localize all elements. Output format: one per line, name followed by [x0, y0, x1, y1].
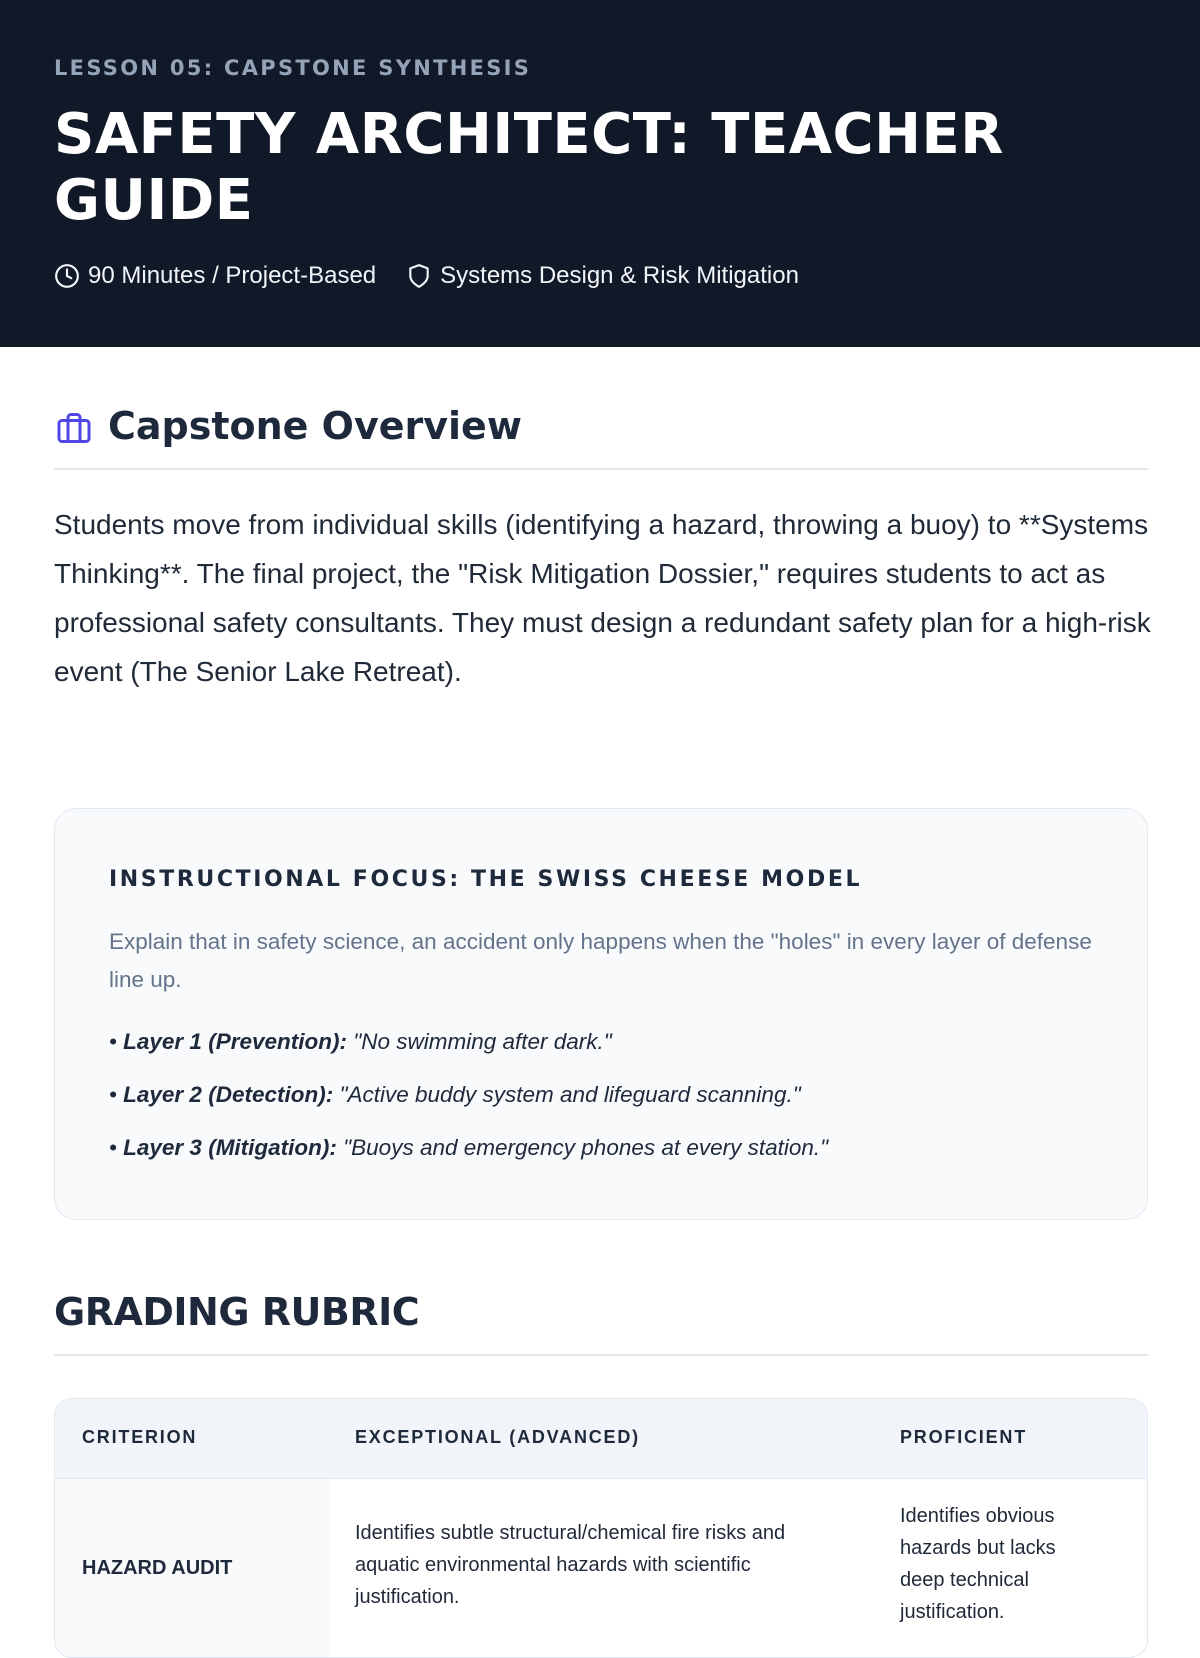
layer-quote: "No swimming after dark."	[353, 1029, 612, 1054]
rubric-heading: GRADING RUBRIC	[54, 1290, 420, 1334]
page-title: SAFETY ARCHITECT: TEACHER GUIDE	[54, 102, 1004, 233]
layer-item: • Layer 3 (Mitigation): "Buoys and emergency phones at every station."	[109, 1135, 829, 1160]
meta-topic-label: Systems Design & Risk Mitigation	[440, 262, 799, 289]
lesson-kicker: LESSON 05: CAPSTONE SYNTHESIS	[54, 56, 532, 80]
briefcase-icon	[54, 410, 94, 446]
clock-icon	[54, 263, 80, 289]
rubric-table	[54, 1398, 1148, 1658]
meta-duration	[54, 262, 376, 290]
meta-row	[54, 262, 829, 290]
overview-text: Students move from individual skills (identifying a hazard, throwing a buoy) to **Systems Thinking**. The final project, the "Risk Mitigation Dossier," requires students to act as professional safety consultants. They must design a redundant safety plan for a high-risk event (The Senior Lake Retreat).	[54, 509, 1151, 687]
layer-item: • Layer 1 (Prevention): "No swimming after dark."	[109, 1029, 612, 1054]
layer-label: Layer 3 (Mitigation):	[123, 1135, 337, 1160]
layer-quote: "Active buddy system and lifeguard scanning."	[339, 1082, 801, 1107]
focus-text: Explain that in safety science, an accident only happens when the "holes" in every layer of defense line up.	[109, 929, 1092, 992]
layer-label: Layer 2 (Detection):	[123, 1082, 334, 1107]
shield-icon	[406, 263, 432, 289]
proficient-cell: Identifies obvious hazards but lacks deep technical justification.	[900, 1505, 1056, 1623]
column-header: CRITERION	[82, 1427, 198, 1447]
meta-duration-label: 90 Minutes / Project-Based	[88, 262, 377, 289]
page-header	[0, 0, 1200, 347]
meta-topic	[406, 262, 799, 290]
criterion-label: HAZARD AUDIT	[82, 1557, 233, 1579]
column-header: PROFICIENT	[900, 1427, 1028, 1447]
overview-heading: Capstone Overview	[108, 404, 522, 448]
column-header: EXCEPTIONAL (ADVANCED)	[355, 1427, 640, 1447]
layer-item: • Layer 2 (Detection): "Active buddy system and lifeguard scanning."	[109, 1082, 801, 1107]
rubric-heading-row	[54, 1286, 1148, 1356]
instructional-focus-box	[54, 808, 1148, 1220]
exceptional-cell: Identifies subtle structural/chemical fire risks and aquatic environmental hazards with scientific justification.	[355, 1522, 786, 1608]
focus-title: INSTRUCTIONAL FOCUS: THE SWISS CHEESE MODEL	[109, 867, 863, 892]
layer-quote: "Buoys and emergency phones at every station."	[343, 1135, 829, 1160]
layer-label: Layer 1 (Prevention):	[123, 1029, 347, 1054]
overview-heading-row	[54, 400, 1148, 470]
table-row	[55, 1479, 329, 1658]
table-header	[55, 1399, 1148, 1479]
